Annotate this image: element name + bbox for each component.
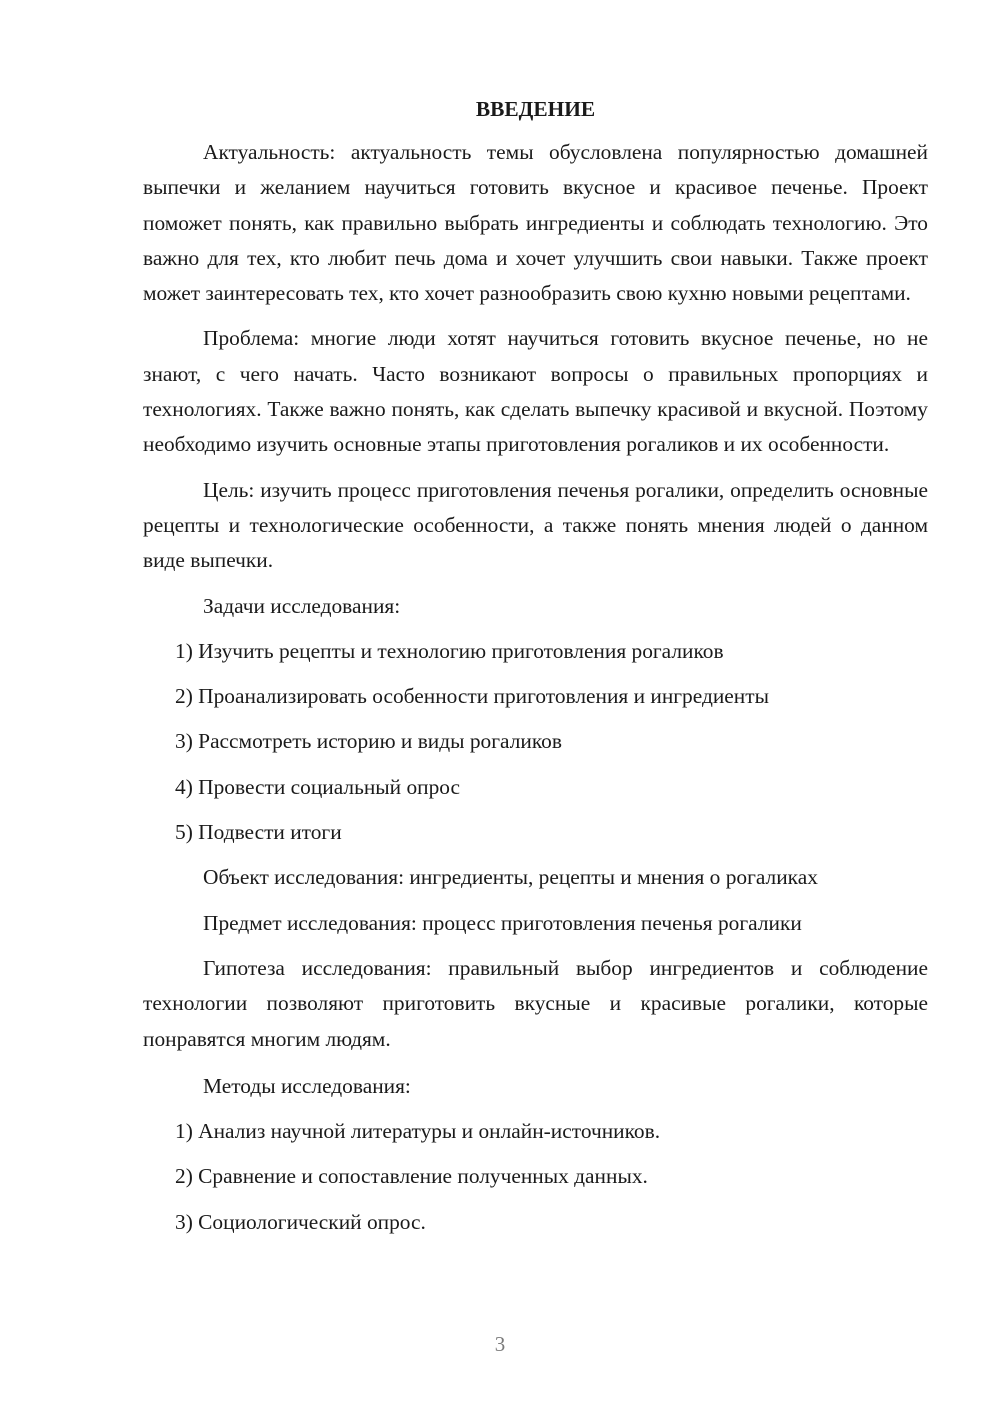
list-item: 2) Проанализировать особенности приготовления и ингредиенты <box>175 684 769 709</box>
hypothesis-paragraph: Гипотеза исследования: правильный выбор ингредиентов и соблюдение технологии позволяют приготовить вкусные и красивые рогалики, которые понравятся многим людям. <box>143 955 928 1051</box>
list-item: 5) Подвести итоги <box>175 820 342 845</box>
list-item: 3) Социологический опрос. <box>175 1209 426 1234</box>
research-subject: Предмет исследования: процесс приготовления печенья рогалики <box>203 910 802 935</box>
methods-title: Методы исследования: <box>203 1073 411 1098</box>
list-item: 1) Изучить рецепты и технологию приготовления рогаликов <box>175 638 724 663</box>
list-item: 2) Сравнение и сопоставление полученных данных. <box>175 1164 648 1189</box>
page-number: 3 <box>494 1332 506 1356</box>
tasks-title: Задачи исследования: <box>203 593 401 618</box>
section-heading: ВВЕДЕНИЕ <box>475 97 596 121</box>
list-item: 4) Провести социальный опрос <box>175 774 461 799</box>
list-item: 1) Анализ научной литературы и онлайн-источников. <box>175 1119 661 1144</box>
relevance-paragraph: Актуальность: актуальность темы обусловлена популярностью домашней выпечки и желанием научиться готовить вкусное и красивое печенье. Проект поможет понять, как правильно выбрать ингредиенты и соблюдать технологию. Это важно для тех, кто любит печь дома и хочет улучшить свои навыки. Также проект может заинтересовать тех, кто хочет разнообразить свою кухню новыми рецептами. <box>143 140 928 306</box>
list-item: 3) Рассмотреть историю и виды рогаликов <box>175 729 562 754</box>
tasks-list <box>143 634 928 850</box>
problem-paragraph: Проблема: многие люди хотят научиться готовить вкусное печенье, но не знают, с чего начать. Часто возникают вопросы о правильных пропорциях и технологиях. Также важно понять, как сделать выпечку красивой и вкусной. Поэтому необходимо изучить основные этапы приготовления рогаликов и их особенности. <box>143 326 928 457</box>
document-page <box>143 92 928 1250</box>
research-object: Объект исследования: ингредиенты, рецепты и мнения о рогаликах <box>203 865 818 890</box>
goal-paragraph: Цель: изучить процесс приготовления печенья рогалики, определить основные рецепты и технологические особенности, а также понять мнения людей о данном виде выпечки. <box>143 477 928 573</box>
methods-list <box>143 1114 928 1240</box>
